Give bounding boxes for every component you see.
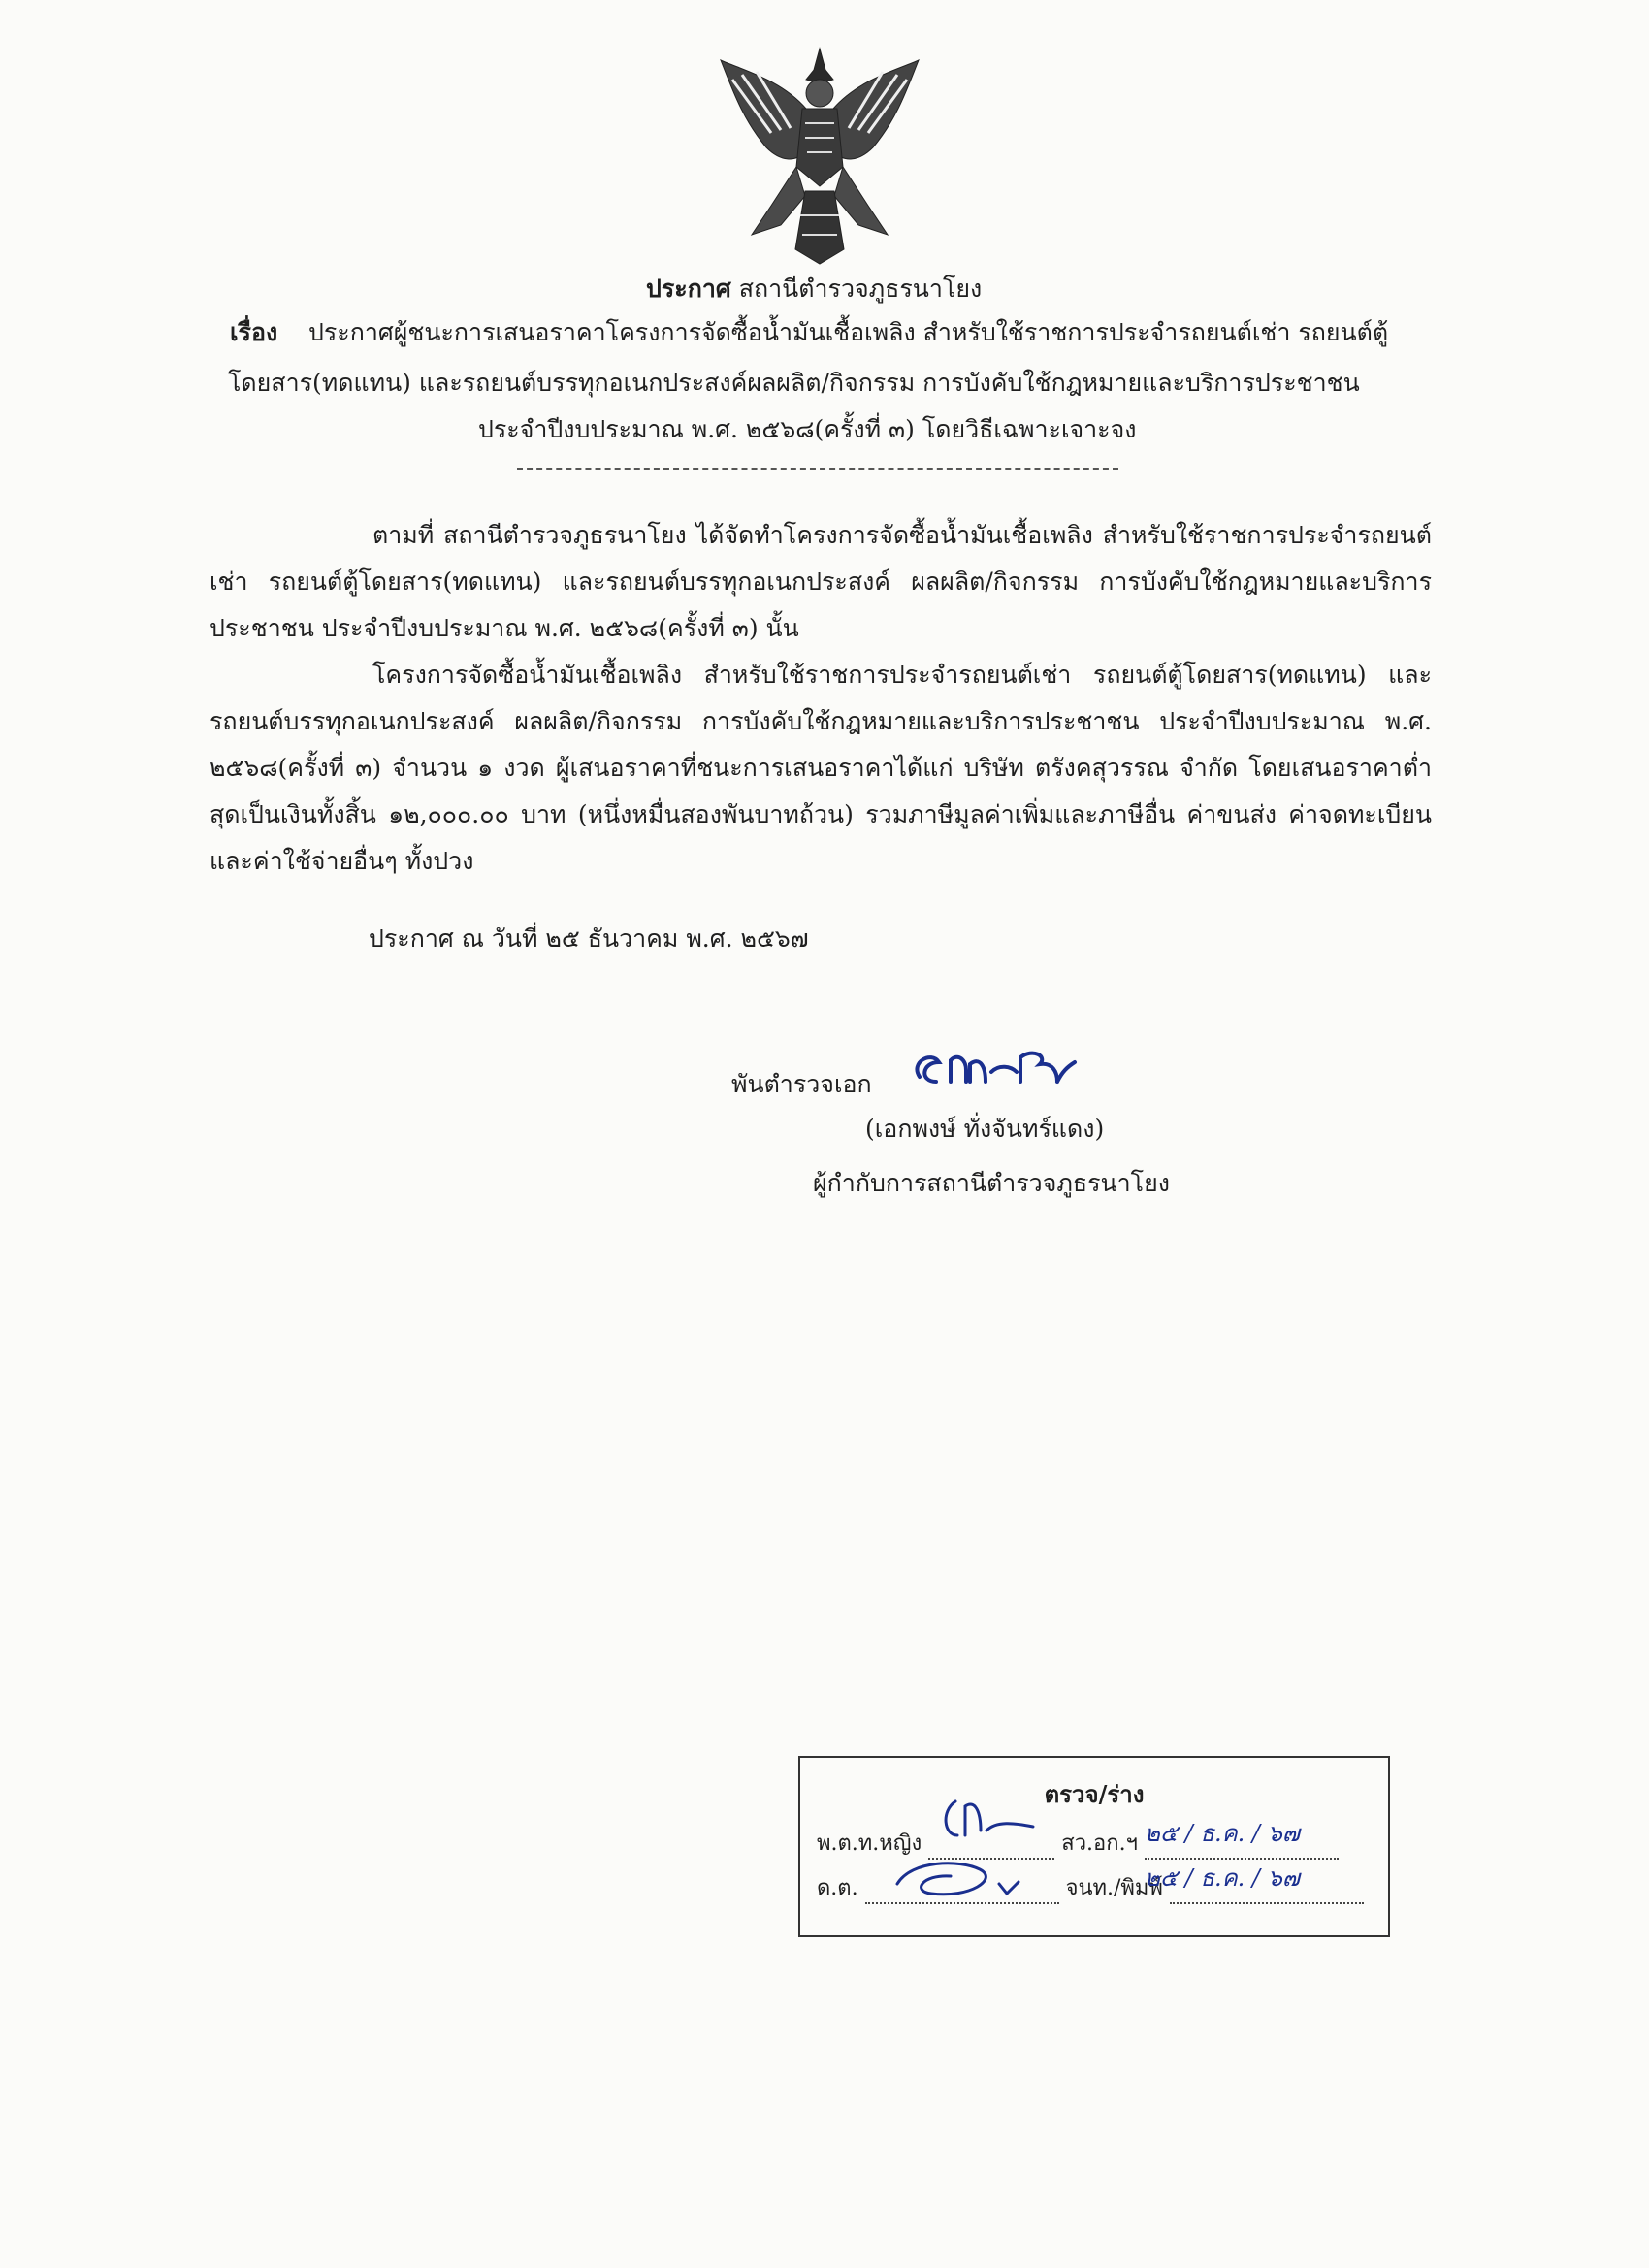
subject-line-3: ประจำปีงบประมาณ พ.ศ. ๒๕๖๘(ครั้งที่ ๓) โดยวิธีเฉพาะเจาะจง bbox=[478, 415, 1137, 443]
typist-position: จนท./พิมพ์ bbox=[1065, 1876, 1163, 1900]
signer-position: ผู้กำกับการสถานีตำรวจภูธรนาโยง bbox=[813, 1169, 1170, 1197]
signer-rank: พันตำรวจเอก bbox=[731, 1070, 872, 1098]
subject-line-1: ประกาศผู้ชนะการเสนอราคาโครงการจัดซื้อน้ำมันเชื้อเพลิง สำหรับใช้ราชการประจำรถยนต์เช่า รถยนต์ตู้ bbox=[308, 318, 1389, 346]
review-box bbox=[798, 1756, 1390, 1937]
review-date-2: ๒๕ / ธ.ค. / ๖๗ bbox=[1145, 1864, 1300, 1892]
announce-date: ประกาศ ณ วันที่ ๒๕ ธันวาคม พ.ศ. ๒๕๖๗ bbox=[369, 924, 809, 953]
garuda-emblem bbox=[713, 41, 926, 274]
subject-line-2: โดยสาร(ทดแทน) และรถยนต์บรรทุกอเนกประสงค์ผลผลิต/กิจกรรม การบังคับใช้กฎหมายและบริการประชาชน bbox=[228, 369, 1360, 397]
typist-initials bbox=[892, 1855, 1048, 1903]
handwritten-signature bbox=[912, 1043, 1082, 1096]
signer-name: (เอกพงษ์ ทั่งจันทร์แดง) bbox=[865, 1115, 1105, 1143]
announcement-heading bbox=[646, 272, 982, 307]
review-date-1: ๒๕ / ธ.ค. / ๖๗ bbox=[1145, 1820, 1300, 1847]
header-divider bbox=[517, 468, 1118, 470]
reviewer-initials bbox=[936, 1792, 1043, 1850]
subject-label: เรื่อง bbox=[230, 318, 278, 346]
reviewer-rank: พ.ต.ท.หญิง bbox=[817, 1831, 922, 1856]
review-box-title: ตรวจ/ร่าง bbox=[1044, 1780, 1145, 1808]
paragraph-2-text: โครงการจัดซื้อน้ำมันเชื้อเพลิง สำหรับใช้ราชการประจำรถยนต์เช่า รถยนต์ตู้โดยสาร(ทดแทน) และรถยนต์บรรทุกอเนกประสงค์ ผลผลิต/กิจกรรม การบังคับใช้กฎหมายและบริการประชาชน ประจำปีงบประมาณ พ.ศ. ๒๕๖๘(ครั้งที่ ๓) จำนวน ๑ งวด ผู้เสนอราคาที่ชนะการเสนอราคาได้แก่ บริษัท ตรังคสุวรรณ จำกัด โดยเสนอราคาต่ำสุดเป็นเงินทั้งสิ้น ๑๒,๐๐๐.๐๐ บาท (หนึ่งหมื่นสองพันบาทถ้วน) รวมภาษีมูลค่าเพิ่มและภาษีอื่น ค่าขนส่ง ค่าจดทะเบียน และค่าใช้จ่ายอื่นๆ ทั้งปวง bbox=[210, 661, 1432, 875]
announce-label: ประกาศ bbox=[646, 275, 731, 303]
typist-rank: ด.ต. bbox=[817, 1876, 858, 1900]
body-paragraph-1 bbox=[210, 512, 1432, 652]
agency-name: สถานีตำรวจภูธรนาโยง bbox=[738, 275, 983, 303]
reviewer-position: สว.อก.ฯ bbox=[1061, 1831, 1138, 1856]
body-paragraph-2 bbox=[210, 652, 1432, 885]
paragraph-1-text: ตามที่ สถานีตำรวจภูธรนาโยง ได้จัดทำโครงการจัดซื้อน้ำมันเชื้อเพลิง สำหรับใช้ราชการประจำรถยนต์เช่า รถยนต์ตู้โดยสาร(ทดแทน) และรถยนต์บรรทุกอเนกประสงค์ ผลผลิต/กิจกรรม การบังคับใช้กฎหมายและบริการประชาชน ประจำปีงบประมาณ พ.ศ. ๒๕๖๘(ครั้งที่ ๓) นั้น bbox=[210, 521, 1432, 642]
